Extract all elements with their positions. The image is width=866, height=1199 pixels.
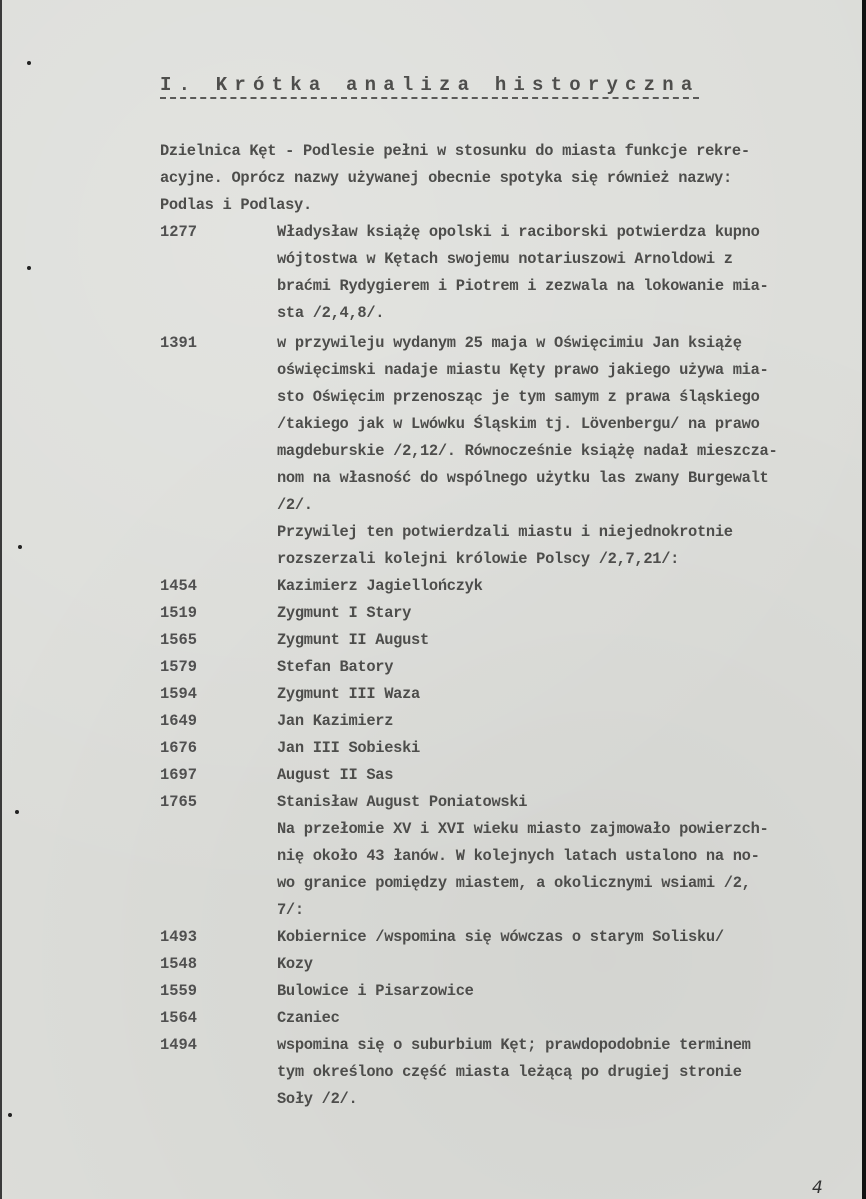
king-year: 1454 bbox=[160, 577, 197, 595]
section-title: I. Krótka analiza historyczna bbox=[160, 74, 699, 99]
entry-line: sto Oświęcim przenosząc je tym samym z prawa śląskiego bbox=[277, 388, 760, 406]
border-line: Czaniec bbox=[277, 1009, 340, 1027]
border-year: 1493 bbox=[160, 928, 197, 946]
entry-line: /takiego jak w Lwówku Śląskim tj. Lövenbergu/ na prawo bbox=[277, 415, 760, 433]
king-name: Jan III Sobieski bbox=[277, 739, 420, 757]
king-year: 1676 bbox=[160, 739, 197, 757]
king-name: Stefan Batory bbox=[277, 658, 394, 676]
entry-line: sta /2,4,8/. bbox=[277, 304, 385, 322]
border-line: Kobiernice /wspomina się wówczas o starym Solisku/ bbox=[277, 928, 724, 946]
border-year: 1494 bbox=[160, 1036, 197, 1054]
entry-line: nom na własność do wspólnego użytku las zwany Burgewalt bbox=[277, 469, 769, 487]
border-line: wspomina się o suburbium Kęt; prawdopodobnie terminem bbox=[277, 1036, 751, 1054]
area-line: Na przełomie XV i XVI wieku miasto zajmowało powierzch- bbox=[277, 820, 769, 838]
entry-line: magdeburskie /2,12/. Równocześnie książę nadał mieszcza- bbox=[277, 442, 778, 460]
border-year: 1564 bbox=[160, 1009, 197, 1027]
king-name: Zygmunt III Waza bbox=[277, 685, 420, 703]
scan-edge-right bbox=[862, 0, 866, 1199]
entry-line: oświęcimski nadaje miastu Kęty prawo jakiego używa mia- bbox=[277, 361, 769, 379]
scan-edge-left bbox=[0, 0, 2, 1199]
border-line: tym określono część miasta leżącą po drugiej stronie bbox=[277, 1063, 742, 1081]
king-year: 1765 bbox=[160, 793, 197, 811]
entry-line: Władysław książę opolski i raciborski potwierdza kupno bbox=[277, 223, 760, 241]
king-name: Stanisław August Poniatowski bbox=[277, 793, 528, 811]
king-year: 1594 bbox=[160, 685, 197, 703]
entry-line: /2/. bbox=[277, 496, 313, 514]
entry-year: 1277 bbox=[160, 223, 197, 241]
king-name: Zygmunt II August bbox=[277, 631, 429, 649]
area-line: 7/: bbox=[277, 901, 304, 919]
speck-mark bbox=[18, 545, 22, 549]
border-line: Soły /2/. bbox=[277, 1090, 358, 1108]
entry-line: Przywilej ten potwierdzali miastu i niejednokrotnie bbox=[277, 523, 733, 541]
border-line: Bulowice i Pisarzowice bbox=[277, 982, 474, 1000]
page-number: 4 bbox=[812, 1178, 823, 1198]
entry-line: w przywileju wydanym 25 maja w Oświęcimiu Jan książę bbox=[277, 334, 742, 352]
speck-mark bbox=[8, 1113, 12, 1117]
king-year: 1565 bbox=[160, 631, 197, 649]
intro-line: Podlas i Podlasy. bbox=[160, 196, 312, 214]
entry-line: wójtostwa w Kętach swojemu notariuszowi Arnoldowi z bbox=[277, 250, 733, 268]
border-line: Kozy bbox=[277, 955, 313, 973]
entry-line: braćmi Rydygierem i Piotrem i zezwala na lokowanie mia- bbox=[277, 277, 769, 295]
intro-line: acyjne. Oprócz nazwy używanej obecnie spotyka się również nazwy: bbox=[160, 169, 732, 187]
border-year: 1548 bbox=[160, 955, 197, 973]
speck-mark bbox=[15, 810, 19, 814]
area-line: wo granice pomiędzy miastem, a okolicznymi wsiami /2, bbox=[277, 874, 751, 892]
king-name: Jan Kazimierz bbox=[277, 712, 394, 730]
speck-mark bbox=[27, 61, 31, 65]
king-year: 1519 bbox=[160, 604, 197, 622]
intro-line: Dzielnica Kęt - Podlesie pełni w stosunku do miasta funkcje rekre- bbox=[160, 142, 750, 160]
king-year: 1579 bbox=[160, 658, 197, 676]
entry-line: rozszerzali kolejni królowie Polscy /2,7,21/: bbox=[277, 550, 680, 568]
entry-year: 1391 bbox=[160, 334, 197, 352]
king-name: August II Sas bbox=[277, 766, 394, 784]
king-name: Zygmunt I Stary bbox=[277, 604, 412, 622]
speck-mark bbox=[27, 266, 31, 270]
king-year: 1649 bbox=[160, 712, 197, 730]
king-name: Kazimierz Jagiellończyk bbox=[277, 577, 483, 595]
area-line: nię około 43 łanów. W kolejnych latach ustalono na no- bbox=[277, 847, 760, 865]
king-year: 1697 bbox=[160, 766, 197, 784]
border-year: 1559 bbox=[160, 982, 197, 1000]
